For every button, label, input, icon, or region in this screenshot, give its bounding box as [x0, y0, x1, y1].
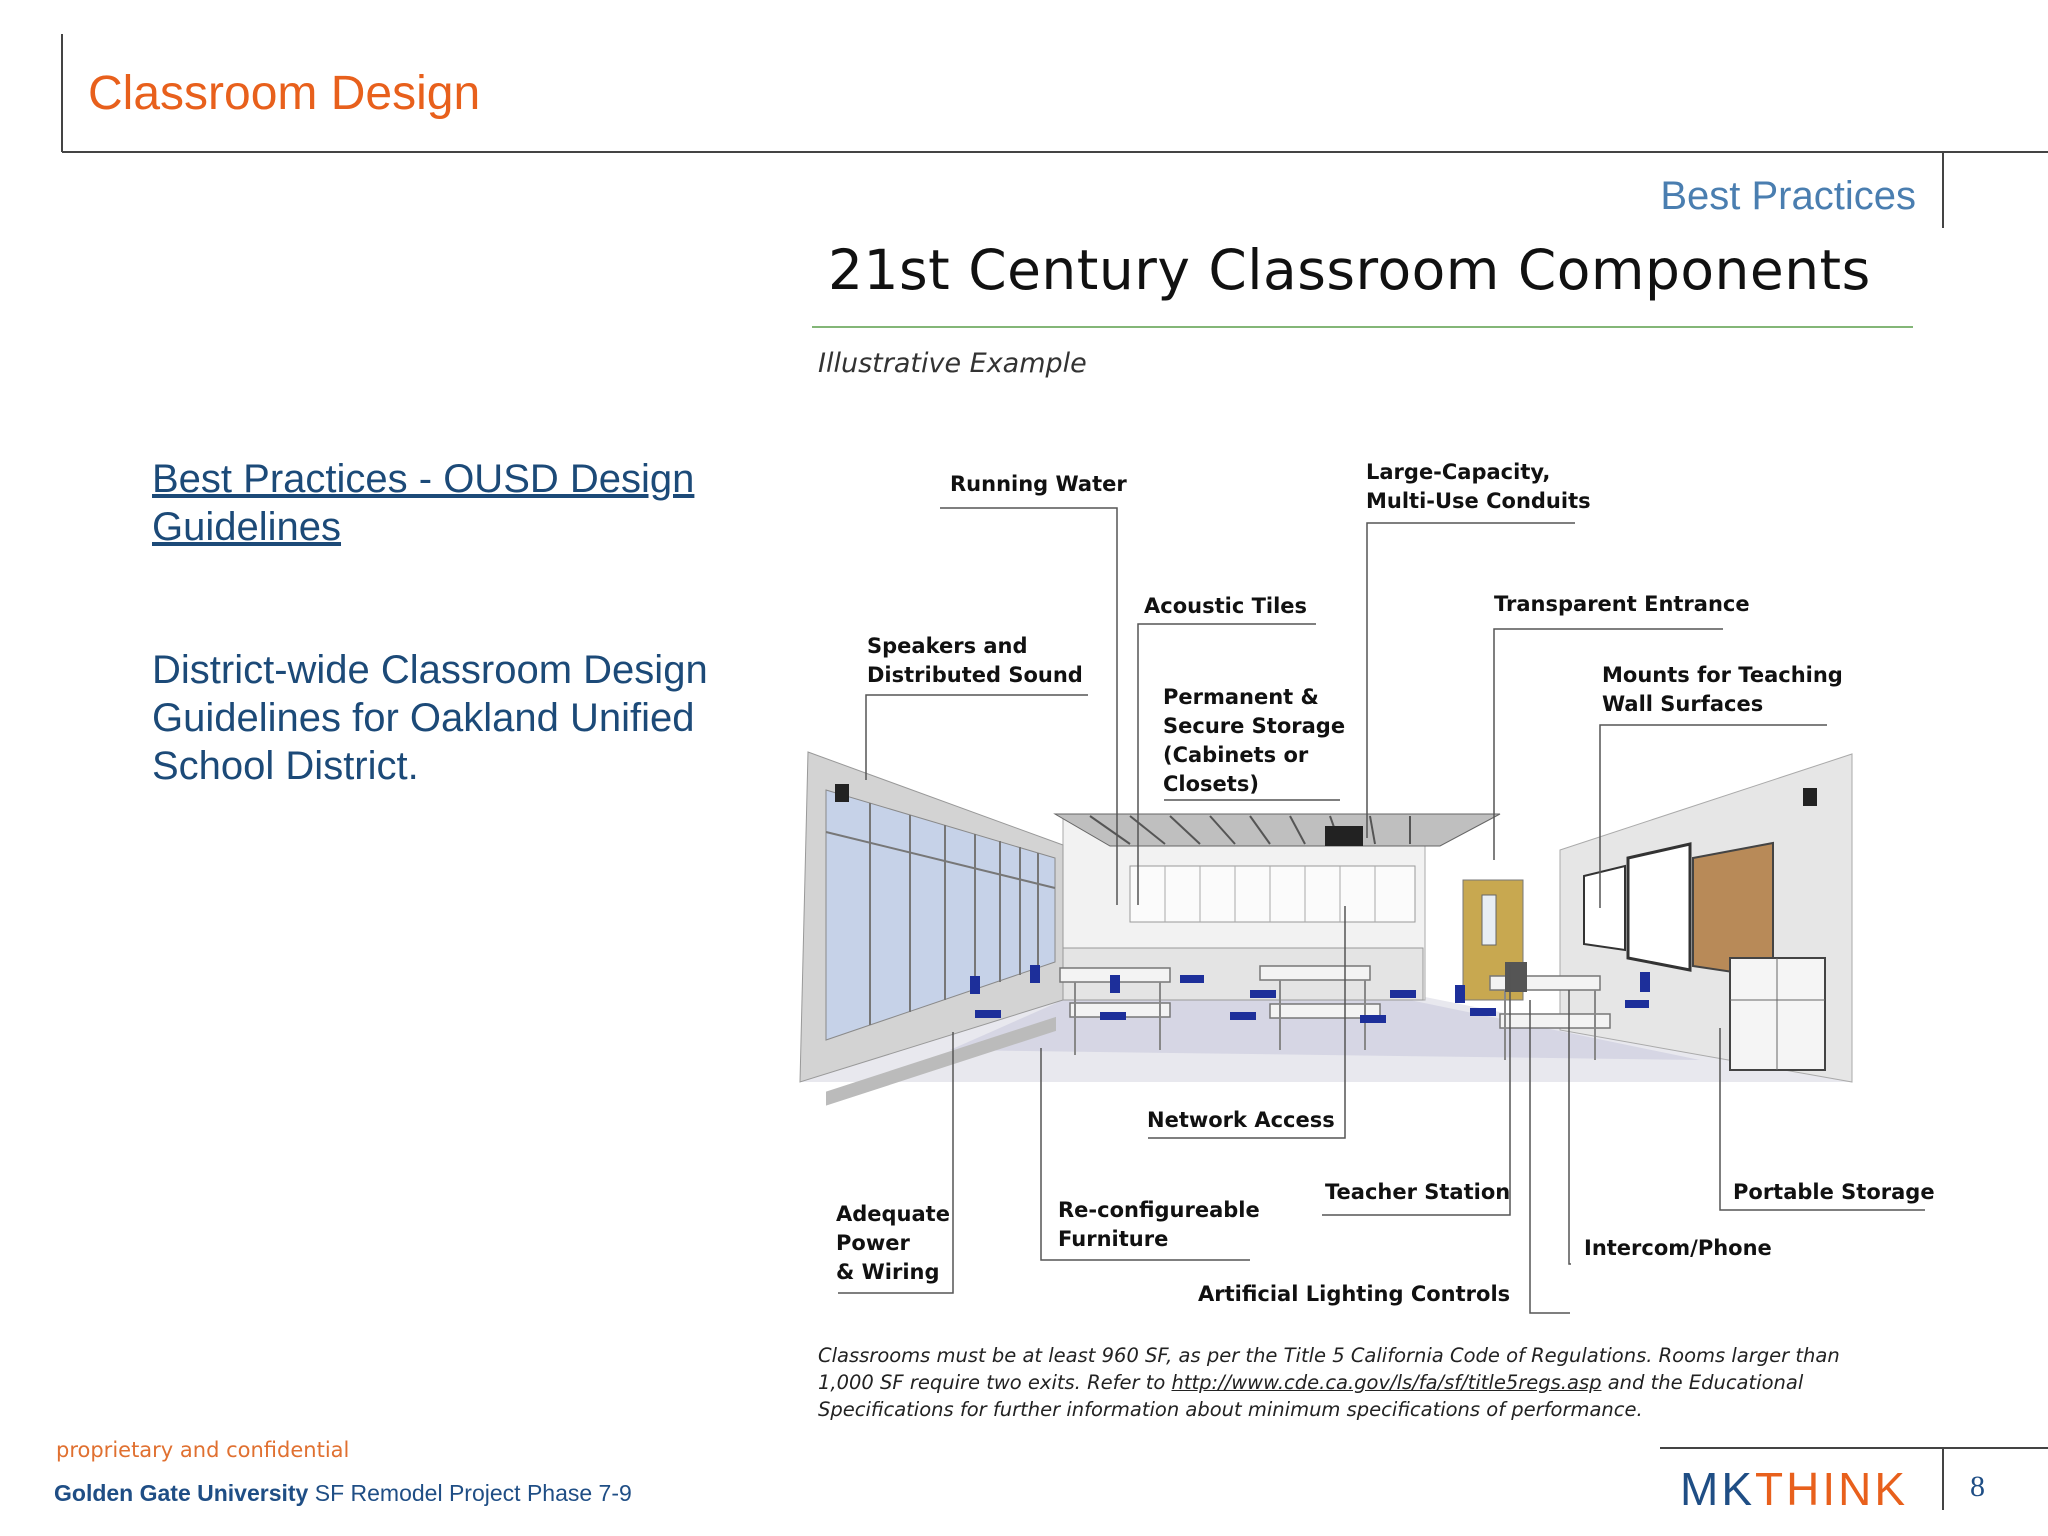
- callout-acoustic-tiles: Acoustic Tiles: [1144, 594, 1308, 618]
- callout-running-water: Running Water: [950, 472, 1127, 496]
- section-label: Best Practices: [1660, 174, 1916, 218]
- district-description: District-wide Classroom Design Guidelines for Oakland Unified School District.: [152, 648, 708, 788]
- callout-wall-mounts: Mounts for Teaching Wall Surfaces: [1602, 663, 1843, 716]
- page-number: 8: [1970, 1470, 1985, 1503]
- callout-speakers: Speakers and Distributed Sound: [867, 634, 1083, 687]
- project-name: SF Remodel Project Phase 7-9: [308, 1480, 632, 1506]
- logo-think: THINK: [1755, 1463, 1908, 1515]
- callout-lighting-controls: Artificial Lighting Controls: [1198, 1282, 1511, 1306]
- callout-teacher-station: Teacher Station: [1325, 1180, 1511, 1204]
- mkthink-logo: [1680, 1462, 1908, 1516]
- callout-transparent-entrance: Transparent Entrance: [1494, 592, 1750, 616]
- callout-network-access: Network Access: [1147, 1108, 1335, 1132]
- footer-project-line: [54, 1480, 632, 1507]
- callout-portable-storage: Portable Storage: [1733, 1180, 1935, 1204]
- callout-intercom-phone: Intercom/Phone: [1584, 1236, 1772, 1260]
- callout-reconfigurable-furniture: Re-configureable Furniture: [1058, 1198, 1260, 1251]
- callout-large-capacity-conduits: Large-Capacity, Multi-Use Conduits: [1366, 460, 1591, 513]
- illustrative-example-subtitle: Illustrative Example: [818, 348, 1087, 379]
- title5-regs-link[interactable]: http://www.cde.ca.gov/ls/fa/sf/title5regs.asp: [1171, 1371, 1602, 1394]
- university-name: Golden Gate University: [54, 1480, 309, 1506]
- footnote-text-before: Classrooms must be at least 960 SF, as per the Title 5 California Code of Regulations. Rooms larger than 1,000 SF require two exits. Refer to: [818, 1344, 1840, 1394]
- footnote: [818, 1342, 1898, 1423]
- footnote-text-after: and the Educational Specifications for further information about minimum specifications of performance.: [818, 1371, 1804, 1421]
- main-heading: 21st Century Classroom Components: [828, 238, 1871, 302]
- slide-title: Classroom Design: [88, 67, 481, 120]
- ousd-guidelines-link[interactable]: Best Practices - OUSD Design Guidelines: [152, 457, 695, 549]
- confidentiality-notice: proprietary and confidential: [56, 1438, 350, 1462]
- callout-adequate-power: Adequate Power & Wiring: [836, 1202, 950, 1284]
- logo-mk: MK: [1680, 1463, 1755, 1515]
- callout-permanent-storage: Permanent & Secure Storage (Cabinets or Closets): [1163, 685, 1346, 796]
